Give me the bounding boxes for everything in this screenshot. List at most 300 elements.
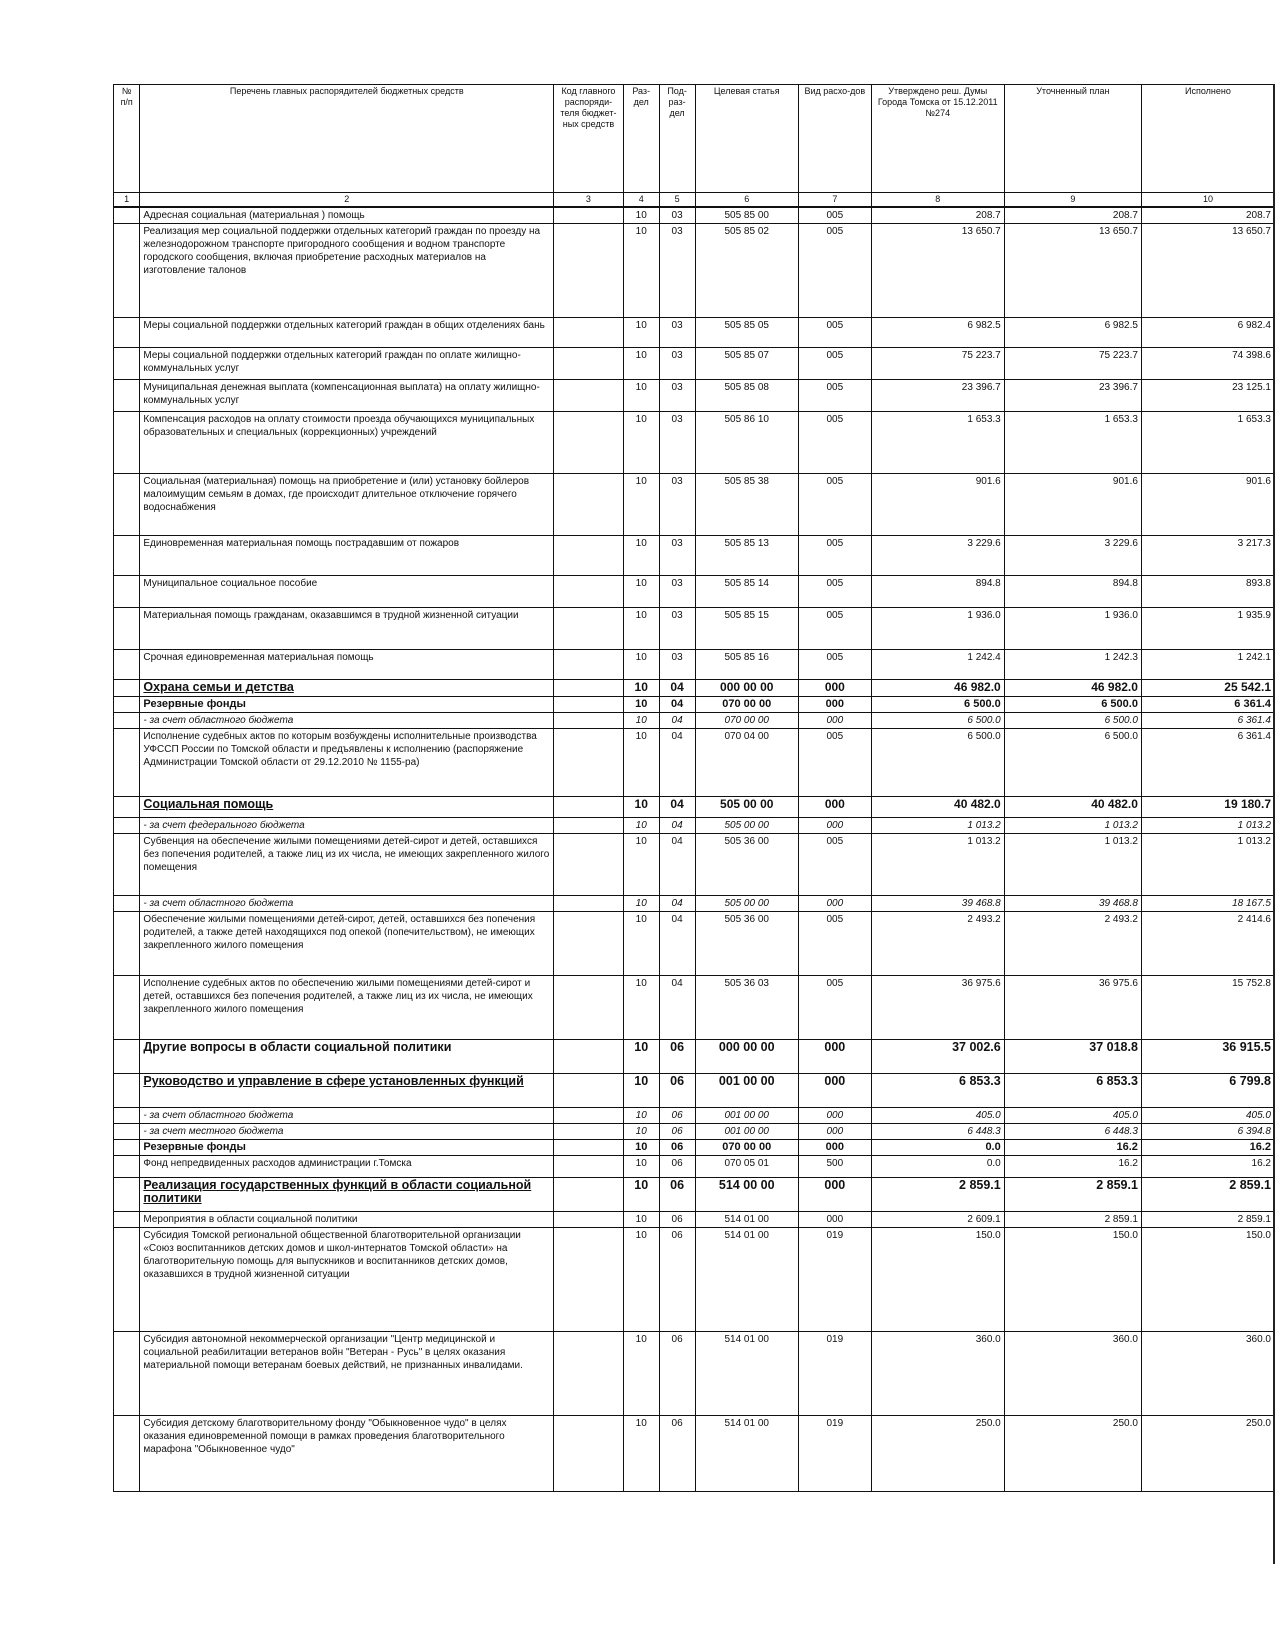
num-cell xyxy=(114,896,140,912)
razdel-cell: 10 xyxy=(623,729,659,797)
code-cell xyxy=(554,797,624,818)
done-cell: 74 398.6 xyxy=(1141,348,1274,380)
table-row xyxy=(114,318,1275,348)
razdel-cell: 10 xyxy=(623,1212,659,1228)
done-cell: 6 361.4 xyxy=(1141,697,1274,713)
done-cell: 1 013.2 xyxy=(1141,818,1274,834)
approved-cell: 6 500.0 xyxy=(871,729,1004,797)
code-cell xyxy=(554,412,624,474)
row-name-cell: Другие вопросы в области социальной политики xyxy=(140,1040,554,1074)
razdel-cell: 10 xyxy=(623,1416,659,1492)
code-cell xyxy=(554,608,624,650)
row-name-cell: Мероприятия в области социальной политики xyxy=(140,1212,554,1228)
num-cell xyxy=(114,1140,140,1156)
col-header-vid: Вид расхо-дов xyxy=(798,85,871,193)
num-cell xyxy=(114,729,140,797)
table-row xyxy=(114,896,1275,912)
table-row xyxy=(114,797,1275,818)
plan-cell: 150.0 xyxy=(1004,1228,1141,1332)
code-cell xyxy=(554,318,624,348)
target-cell: 001 00 00 xyxy=(695,1108,798,1124)
approved-cell: 6 500.0 xyxy=(871,713,1004,729)
row-name-cell: Меры социальной поддержки отдельных категорий граждан в общих отделениях бань xyxy=(140,318,554,348)
podrazdel-cell: 03 xyxy=(659,412,695,474)
plan-cell: 405.0 xyxy=(1004,1108,1141,1124)
done-cell: 2 414.6 xyxy=(1141,912,1274,976)
vid-cell: 005 xyxy=(798,912,871,976)
approved-cell: 1 242.4 xyxy=(871,650,1004,680)
plan-cell: 75 223.7 xyxy=(1004,348,1141,380)
table-row xyxy=(114,608,1275,650)
row-name-cell: Реализация государственных функций в области социальной политики xyxy=(140,1178,554,1212)
table-row xyxy=(114,834,1275,896)
done-cell: 208.7 xyxy=(1141,207,1274,224)
code-cell xyxy=(554,1416,624,1492)
col-header-podrazdel: Под-раз-дел xyxy=(659,85,695,193)
razdel-cell: 10 xyxy=(623,207,659,224)
num-cell xyxy=(114,474,140,536)
num-cell xyxy=(114,713,140,729)
code-cell xyxy=(554,818,624,834)
plan-cell: 208.7 xyxy=(1004,207,1141,224)
code-cell xyxy=(554,1040,624,1074)
table-row xyxy=(114,1108,1275,1124)
table-row xyxy=(114,912,1275,976)
num-cell xyxy=(114,536,140,576)
row-name-cell: - за счет местного бюджета xyxy=(140,1124,554,1140)
row-name-cell: Субвенция на обеспечение жилыми помещениями детей-сирот и детей, оставшихся без попечения родителей, а также лиц из их числа, не имеющих закрепленного жилого помещения xyxy=(140,834,554,896)
done-cell: 6 799.8 xyxy=(1141,1074,1274,1108)
num-cell xyxy=(114,912,140,976)
col-header-razdel: Раз-дел xyxy=(623,85,659,193)
vid-cell: 019 xyxy=(798,1332,871,1416)
row-name-cell: Социальная (материальная) помощь на приобретение и (или) установку бойлеров малоимущим семьям в домах, где происходит длительное отключение горячего водоснабжения xyxy=(140,474,554,536)
code-cell xyxy=(554,729,624,797)
done-cell: 6 982.4 xyxy=(1141,318,1274,348)
table-row xyxy=(114,697,1275,713)
plan-cell: 23 396.7 xyxy=(1004,380,1141,412)
done-cell: 3 217.3 xyxy=(1141,536,1274,576)
vid-cell: 005 xyxy=(798,474,871,536)
code-cell xyxy=(554,1108,624,1124)
plan-cell: 6 500.0 xyxy=(1004,729,1141,797)
approved-cell: 0.0 xyxy=(871,1140,1004,1156)
row-name-cell: - за счет областного бюджета xyxy=(140,1108,554,1124)
num-cell xyxy=(114,608,140,650)
target-cell: 505 85 05 xyxy=(695,318,798,348)
table-row xyxy=(114,713,1275,729)
row-name-cell: Субсидия детскому благотворительному фонду "Обыкновенное чудо" в целях оказания единовременной помощи в рамках проведения благотворительного марафона "Обыкновенное чудо" xyxy=(140,1416,554,1492)
podrazdel-cell: 03 xyxy=(659,380,695,412)
plan-cell: 3 229.6 xyxy=(1004,536,1141,576)
row-name-cell: Срочная единовременная материальная помощь xyxy=(140,650,554,680)
plan-cell: 6 500.0 xyxy=(1004,713,1141,729)
row-name-cell: Исполнение судебных актов по обеспечению жилыми помещениями детей-сирот и детей, оставшихся без попечения родителей, а также лиц из их числа, не имеющих закрепленного жилого помещения xyxy=(140,976,554,1040)
code-cell xyxy=(554,1212,624,1228)
table-row xyxy=(114,1124,1275,1140)
target-cell: 505 85 02 xyxy=(695,224,798,318)
code-cell xyxy=(554,1156,624,1178)
vid-cell: 000 xyxy=(798,1108,871,1124)
done-cell: 150.0 xyxy=(1141,1228,1274,1332)
target-cell: 505 85 15 xyxy=(695,608,798,650)
num-cell xyxy=(114,1332,140,1416)
code-cell xyxy=(554,1332,624,1416)
plan-cell: 37 018.8 xyxy=(1004,1040,1141,1074)
done-cell: 2 859.1 xyxy=(1141,1212,1274,1228)
approved-cell: 1 013.2 xyxy=(871,834,1004,896)
plan-cell: 1 242.3 xyxy=(1004,650,1141,680)
podrazdel-cell: 03 xyxy=(659,608,695,650)
vid-cell: 000 xyxy=(798,818,871,834)
col-number: 4 xyxy=(623,193,659,208)
col-number: 1 xyxy=(114,193,140,208)
col-number: 3 xyxy=(554,193,624,208)
col-header-approved: Утверждено реш. Думы Города Томска от 15.12.2011 №274 xyxy=(871,85,1004,193)
num-cell xyxy=(114,797,140,818)
approved-cell: 40 482.0 xyxy=(871,797,1004,818)
vid-cell: 005 xyxy=(798,608,871,650)
vid-cell: 005 xyxy=(798,224,871,318)
table-row xyxy=(114,1416,1275,1492)
row-name-cell: Компенсация расходов на оплату стоимости проезда обучающихся муниципальных образовательных и специальных (коррекционных) учреждений xyxy=(140,412,554,474)
row-name-cell: - за счет областного бюджета xyxy=(140,713,554,729)
num-cell xyxy=(114,1040,140,1074)
razdel-cell: 10 xyxy=(623,697,659,713)
vid-cell: 000 xyxy=(798,1140,871,1156)
target-cell: 001 00 00 xyxy=(695,1074,798,1108)
num-cell xyxy=(114,348,140,380)
vid-cell: 005 xyxy=(798,976,871,1040)
done-cell: 1 242.1 xyxy=(1141,650,1274,680)
row-name-cell: Меры социальной поддержки отдельных категорий граждан по оплате жилищно-коммунальных услуг xyxy=(140,348,554,380)
plan-cell: 1 013.2 xyxy=(1004,834,1141,896)
done-cell: 25 542.1 xyxy=(1141,680,1274,697)
plan-cell: 6 853.3 xyxy=(1004,1074,1141,1108)
col-header-num: № п/п xyxy=(114,85,140,193)
vid-cell: 000 xyxy=(798,680,871,697)
approved-cell: 208.7 xyxy=(871,207,1004,224)
row-name-cell: Обеспечение жилыми помещениями детей-сирот, детей, оставшихся без попечения родителей, а также детей находящихся под опекой (попечительством), не имеющих закрепленного жилого помещения xyxy=(140,912,554,976)
num-cell xyxy=(114,1228,140,1332)
table-row xyxy=(114,224,1275,318)
podrazdel-cell: 06 xyxy=(659,1124,695,1140)
table-row xyxy=(114,1332,1275,1416)
target-cell: 001 00 00 xyxy=(695,1124,798,1140)
row-name-cell: Резервные фонды xyxy=(140,1140,554,1156)
col-header-done: Исполнено xyxy=(1141,85,1274,193)
code-cell xyxy=(554,912,624,976)
target-cell: 505 00 00 xyxy=(695,896,798,912)
table-row xyxy=(114,1040,1275,1074)
vid-cell: 000 xyxy=(798,1178,871,1212)
razdel-cell: 10 xyxy=(623,797,659,818)
approved-cell: 3 229.6 xyxy=(871,536,1004,576)
code-cell xyxy=(554,896,624,912)
approved-cell: 250.0 xyxy=(871,1416,1004,1492)
podrazdel-cell: 06 xyxy=(659,1212,695,1228)
approved-cell: 1 936.0 xyxy=(871,608,1004,650)
razdel-cell: 10 xyxy=(623,1124,659,1140)
podrazdel-cell: 06 xyxy=(659,1108,695,1124)
plan-cell: 1 013.2 xyxy=(1004,818,1141,834)
num-cell xyxy=(114,576,140,608)
razdel-cell: 10 xyxy=(623,608,659,650)
col-header-name: Перечень главных распорядителей бюджетных средств xyxy=(140,85,554,193)
razdel-cell: 10 xyxy=(623,1178,659,1212)
razdel-cell: 10 xyxy=(623,474,659,536)
num-cell xyxy=(114,650,140,680)
num-cell xyxy=(114,1156,140,1178)
code-cell xyxy=(554,976,624,1040)
table-row xyxy=(114,576,1275,608)
num-cell xyxy=(114,224,140,318)
target-cell: 505 36 00 xyxy=(695,912,798,976)
vid-cell: 005 xyxy=(798,729,871,797)
budget-table-page xyxy=(113,84,1275,1650)
plan-cell: 1 936.0 xyxy=(1004,608,1141,650)
done-cell: 6 361.4 xyxy=(1141,713,1274,729)
razdel-cell: 10 xyxy=(623,818,659,834)
plan-cell: 901.6 xyxy=(1004,474,1141,536)
approved-cell: 894.8 xyxy=(871,576,1004,608)
row-name-cell: Единовременная материальная помощь пострадавшим от пожаров xyxy=(140,536,554,576)
table-row xyxy=(114,1156,1275,1178)
razdel-cell: 10 xyxy=(623,1332,659,1416)
done-cell: 405.0 xyxy=(1141,1108,1274,1124)
target-cell: 514 01 00 xyxy=(695,1228,798,1332)
target-cell: 505 36 00 xyxy=(695,834,798,896)
code-cell xyxy=(554,1140,624,1156)
done-cell: 23 125.1 xyxy=(1141,380,1274,412)
table-row xyxy=(114,818,1275,834)
approved-cell: 2 859.1 xyxy=(871,1178,1004,1212)
target-cell: 070 00 00 xyxy=(695,1140,798,1156)
approved-cell: 405.0 xyxy=(871,1108,1004,1124)
target-cell: 505 00 00 xyxy=(695,797,798,818)
done-cell: 2 859.1 xyxy=(1141,1178,1274,1212)
plan-cell: 16.2 xyxy=(1004,1156,1141,1178)
podrazdel-cell: 04 xyxy=(659,912,695,976)
col-header-plan: Уточненный план xyxy=(1004,85,1141,193)
plan-cell: 6 982.5 xyxy=(1004,318,1141,348)
row-name-cell: Субсидия Томской региональной общественной благотворительной организации «Союз воспитанников детских домов и школ-интернатов Томской области» на благотворительную помощь для выпускников и воспитанников детских домов, оказавшихся в трудной жизненной ситуации xyxy=(140,1228,554,1332)
razdel-cell: 10 xyxy=(623,536,659,576)
done-cell: 360.0 xyxy=(1141,1332,1274,1416)
razdel-cell: 10 xyxy=(623,348,659,380)
num-cell xyxy=(114,412,140,474)
podrazdel-cell: 06 xyxy=(659,1156,695,1178)
podrazdel-cell: 06 xyxy=(659,1074,695,1108)
col-number: 7 xyxy=(798,193,871,208)
podrazdel-cell: 06 xyxy=(659,1416,695,1492)
vid-cell: 000 xyxy=(798,797,871,818)
code-cell xyxy=(554,1228,624,1332)
table-row xyxy=(114,680,1275,697)
razdel-cell: 10 xyxy=(623,650,659,680)
table-row xyxy=(114,976,1275,1040)
table-row xyxy=(114,474,1275,536)
done-cell: 19 180.7 xyxy=(1141,797,1274,818)
approved-cell: 46 982.0 xyxy=(871,680,1004,697)
podrazdel-cell: 03 xyxy=(659,576,695,608)
podrazdel-cell: 03 xyxy=(659,224,695,318)
done-cell: 6 394.8 xyxy=(1141,1124,1274,1140)
approved-cell: 2 493.2 xyxy=(871,912,1004,976)
table-row xyxy=(114,207,1275,224)
target-cell: 514 00 00 xyxy=(695,1178,798,1212)
razdel-cell: 10 xyxy=(623,713,659,729)
target-cell: 505 85 07 xyxy=(695,348,798,380)
row-name-cell: Охрана семьи и детства xyxy=(140,680,554,697)
target-cell: 505 85 13 xyxy=(695,536,798,576)
target-cell: 070 05 01 xyxy=(695,1156,798,1178)
target-cell: 514 01 00 xyxy=(695,1332,798,1416)
podrazdel-cell: 06 xyxy=(659,1228,695,1332)
vid-cell: 000 xyxy=(798,1212,871,1228)
target-cell: 000 00 00 xyxy=(695,680,798,697)
approved-cell: 13 650.7 xyxy=(871,224,1004,318)
target-cell: 070 00 00 xyxy=(695,697,798,713)
num-cell xyxy=(114,834,140,896)
done-cell: 36 915.5 xyxy=(1141,1040,1274,1074)
num-cell xyxy=(114,818,140,834)
num-cell xyxy=(114,1416,140,1492)
num-cell xyxy=(114,1212,140,1228)
budget-table xyxy=(113,84,1275,1492)
podrazdel-cell: 04 xyxy=(659,680,695,697)
approved-cell: 360.0 xyxy=(871,1332,1004,1416)
code-cell xyxy=(554,697,624,713)
razdel-cell: 10 xyxy=(623,834,659,896)
num-cell xyxy=(114,318,140,348)
plan-cell: 1 653.3 xyxy=(1004,412,1141,474)
done-cell: 1 653.3 xyxy=(1141,412,1274,474)
plan-cell: 40 482.0 xyxy=(1004,797,1141,818)
target-cell: 505 85 00 xyxy=(695,207,798,224)
approved-cell: 2 609.1 xyxy=(871,1212,1004,1228)
row-name-cell: Фонд непредвиденных расходов администрации г.Томска xyxy=(140,1156,554,1178)
col-number: 8 xyxy=(871,193,1004,208)
razdel-cell: 10 xyxy=(623,380,659,412)
target-cell: 505 85 14 xyxy=(695,576,798,608)
done-cell: 13 650.7 xyxy=(1141,224,1274,318)
row-name-cell: - за счет федерального бюджета xyxy=(140,818,554,834)
col-number: 10 xyxy=(1141,193,1274,208)
approved-cell: 150.0 xyxy=(871,1228,1004,1332)
target-cell: 514 01 00 xyxy=(695,1212,798,1228)
podrazdel-cell: 04 xyxy=(659,797,695,818)
plan-cell: 250.0 xyxy=(1004,1416,1141,1492)
plan-cell: 39 468.8 xyxy=(1004,896,1141,912)
vid-cell: 000 xyxy=(798,713,871,729)
podrazdel-cell: 04 xyxy=(659,697,695,713)
done-cell: 16.2 xyxy=(1141,1156,1274,1178)
razdel-cell: 10 xyxy=(623,412,659,474)
num-cell xyxy=(114,680,140,697)
plan-cell: 13 650.7 xyxy=(1004,224,1141,318)
code-cell xyxy=(554,207,624,224)
vid-cell: 000 xyxy=(798,1124,871,1140)
vid-cell: 005 xyxy=(798,318,871,348)
code-cell xyxy=(554,1124,624,1140)
plan-cell: 894.8 xyxy=(1004,576,1141,608)
podrazdel-cell: 04 xyxy=(659,713,695,729)
podrazdel-cell: 03 xyxy=(659,207,695,224)
razdel-cell: 10 xyxy=(623,224,659,318)
vid-cell: 005 xyxy=(798,412,871,474)
vid-cell: 005 xyxy=(798,207,871,224)
razdel-cell: 10 xyxy=(623,1228,659,1332)
vid-cell: 000 xyxy=(798,896,871,912)
code-cell xyxy=(554,536,624,576)
podrazdel-cell: 06 xyxy=(659,1140,695,1156)
razdel-cell: 10 xyxy=(623,1040,659,1074)
table-row xyxy=(114,536,1275,576)
plan-cell: 16.2 xyxy=(1004,1140,1141,1156)
table-row xyxy=(114,1074,1275,1108)
target-cell: 505 00 00 xyxy=(695,818,798,834)
approved-cell: 6 500.0 xyxy=(871,697,1004,713)
vid-cell: 005 xyxy=(798,380,871,412)
approved-cell: 37 002.6 xyxy=(871,1040,1004,1074)
col-number: 5 xyxy=(659,193,695,208)
vid-cell: 019 xyxy=(798,1228,871,1332)
num-cell xyxy=(114,1108,140,1124)
podrazdel-cell: 03 xyxy=(659,348,695,380)
row-name-cell: Резервные фонды xyxy=(140,697,554,713)
done-cell: 16.2 xyxy=(1141,1140,1274,1156)
row-name-cell: Материальная помощь гражданам, оказавшимся в трудной жизненной ситуации xyxy=(140,608,554,650)
plan-cell: 6 500.0 xyxy=(1004,697,1141,713)
table-row xyxy=(114,1178,1275,1212)
table-header xyxy=(114,85,1275,193)
table-row xyxy=(114,380,1275,412)
razdel-cell: 10 xyxy=(623,1156,659,1178)
code-cell xyxy=(554,1074,624,1108)
col-header-code: Код главного распоряди-теля бюджет-ных средств xyxy=(554,85,624,193)
plan-cell: 2 859.1 xyxy=(1004,1178,1141,1212)
col-number: 6 xyxy=(695,193,798,208)
column-numbers-row xyxy=(114,193,1275,208)
razdel-cell: 10 xyxy=(623,912,659,976)
podrazdel-cell: 06 xyxy=(659,1178,695,1212)
approved-cell: 23 396.7 xyxy=(871,380,1004,412)
razdel-cell: 10 xyxy=(623,976,659,1040)
podrazdel-cell: 04 xyxy=(659,896,695,912)
row-name-cell: Субсидия автономной некоммерческой организации "Центр медицинской и социальной реабилитации ветеранов войн "Ветеран - Русь" в целях оказания материальной помощи ветеранам боевых действий, не признанных инвалидами. xyxy=(140,1332,554,1416)
target-cell: 505 85 38 xyxy=(695,474,798,536)
target-cell: 000 00 00 xyxy=(695,1040,798,1074)
podrazdel-cell: 04 xyxy=(659,834,695,896)
target-cell: 505 86 10 xyxy=(695,412,798,474)
target-cell: 514 01 00 xyxy=(695,1416,798,1492)
num-cell xyxy=(114,697,140,713)
col-number: 9 xyxy=(1004,193,1141,208)
done-cell: 893.8 xyxy=(1141,576,1274,608)
code-cell xyxy=(554,1178,624,1212)
num-cell xyxy=(114,207,140,224)
code-cell xyxy=(554,348,624,380)
num-cell xyxy=(114,976,140,1040)
row-name-cell: Реализация мер социальной поддержки отдельных категорий граждан по проезду на железнодорожном транспорте пригородного сообщения и водном транспорте городского сообщения, включая приобретение расходных материалов на изготовление талонов xyxy=(140,224,554,318)
num-cell xyxy=(114,1074,140,1108)
row-name-cell: Муниципальная денежная выплата (компенсационная выплата) на оплату жилищно-коммунальных услуг xyxy=(140,380,554,412)
plan-cell: 2 493.2 xyxy=(1004,912,1141,976)
done-cell: 1 013.2 xyxy=(1141,834,1274,896)
code-cell xyxy=(554,224,624,318)
done-cell: 6 361.4 xyxy=(1141,729,1274,797)
